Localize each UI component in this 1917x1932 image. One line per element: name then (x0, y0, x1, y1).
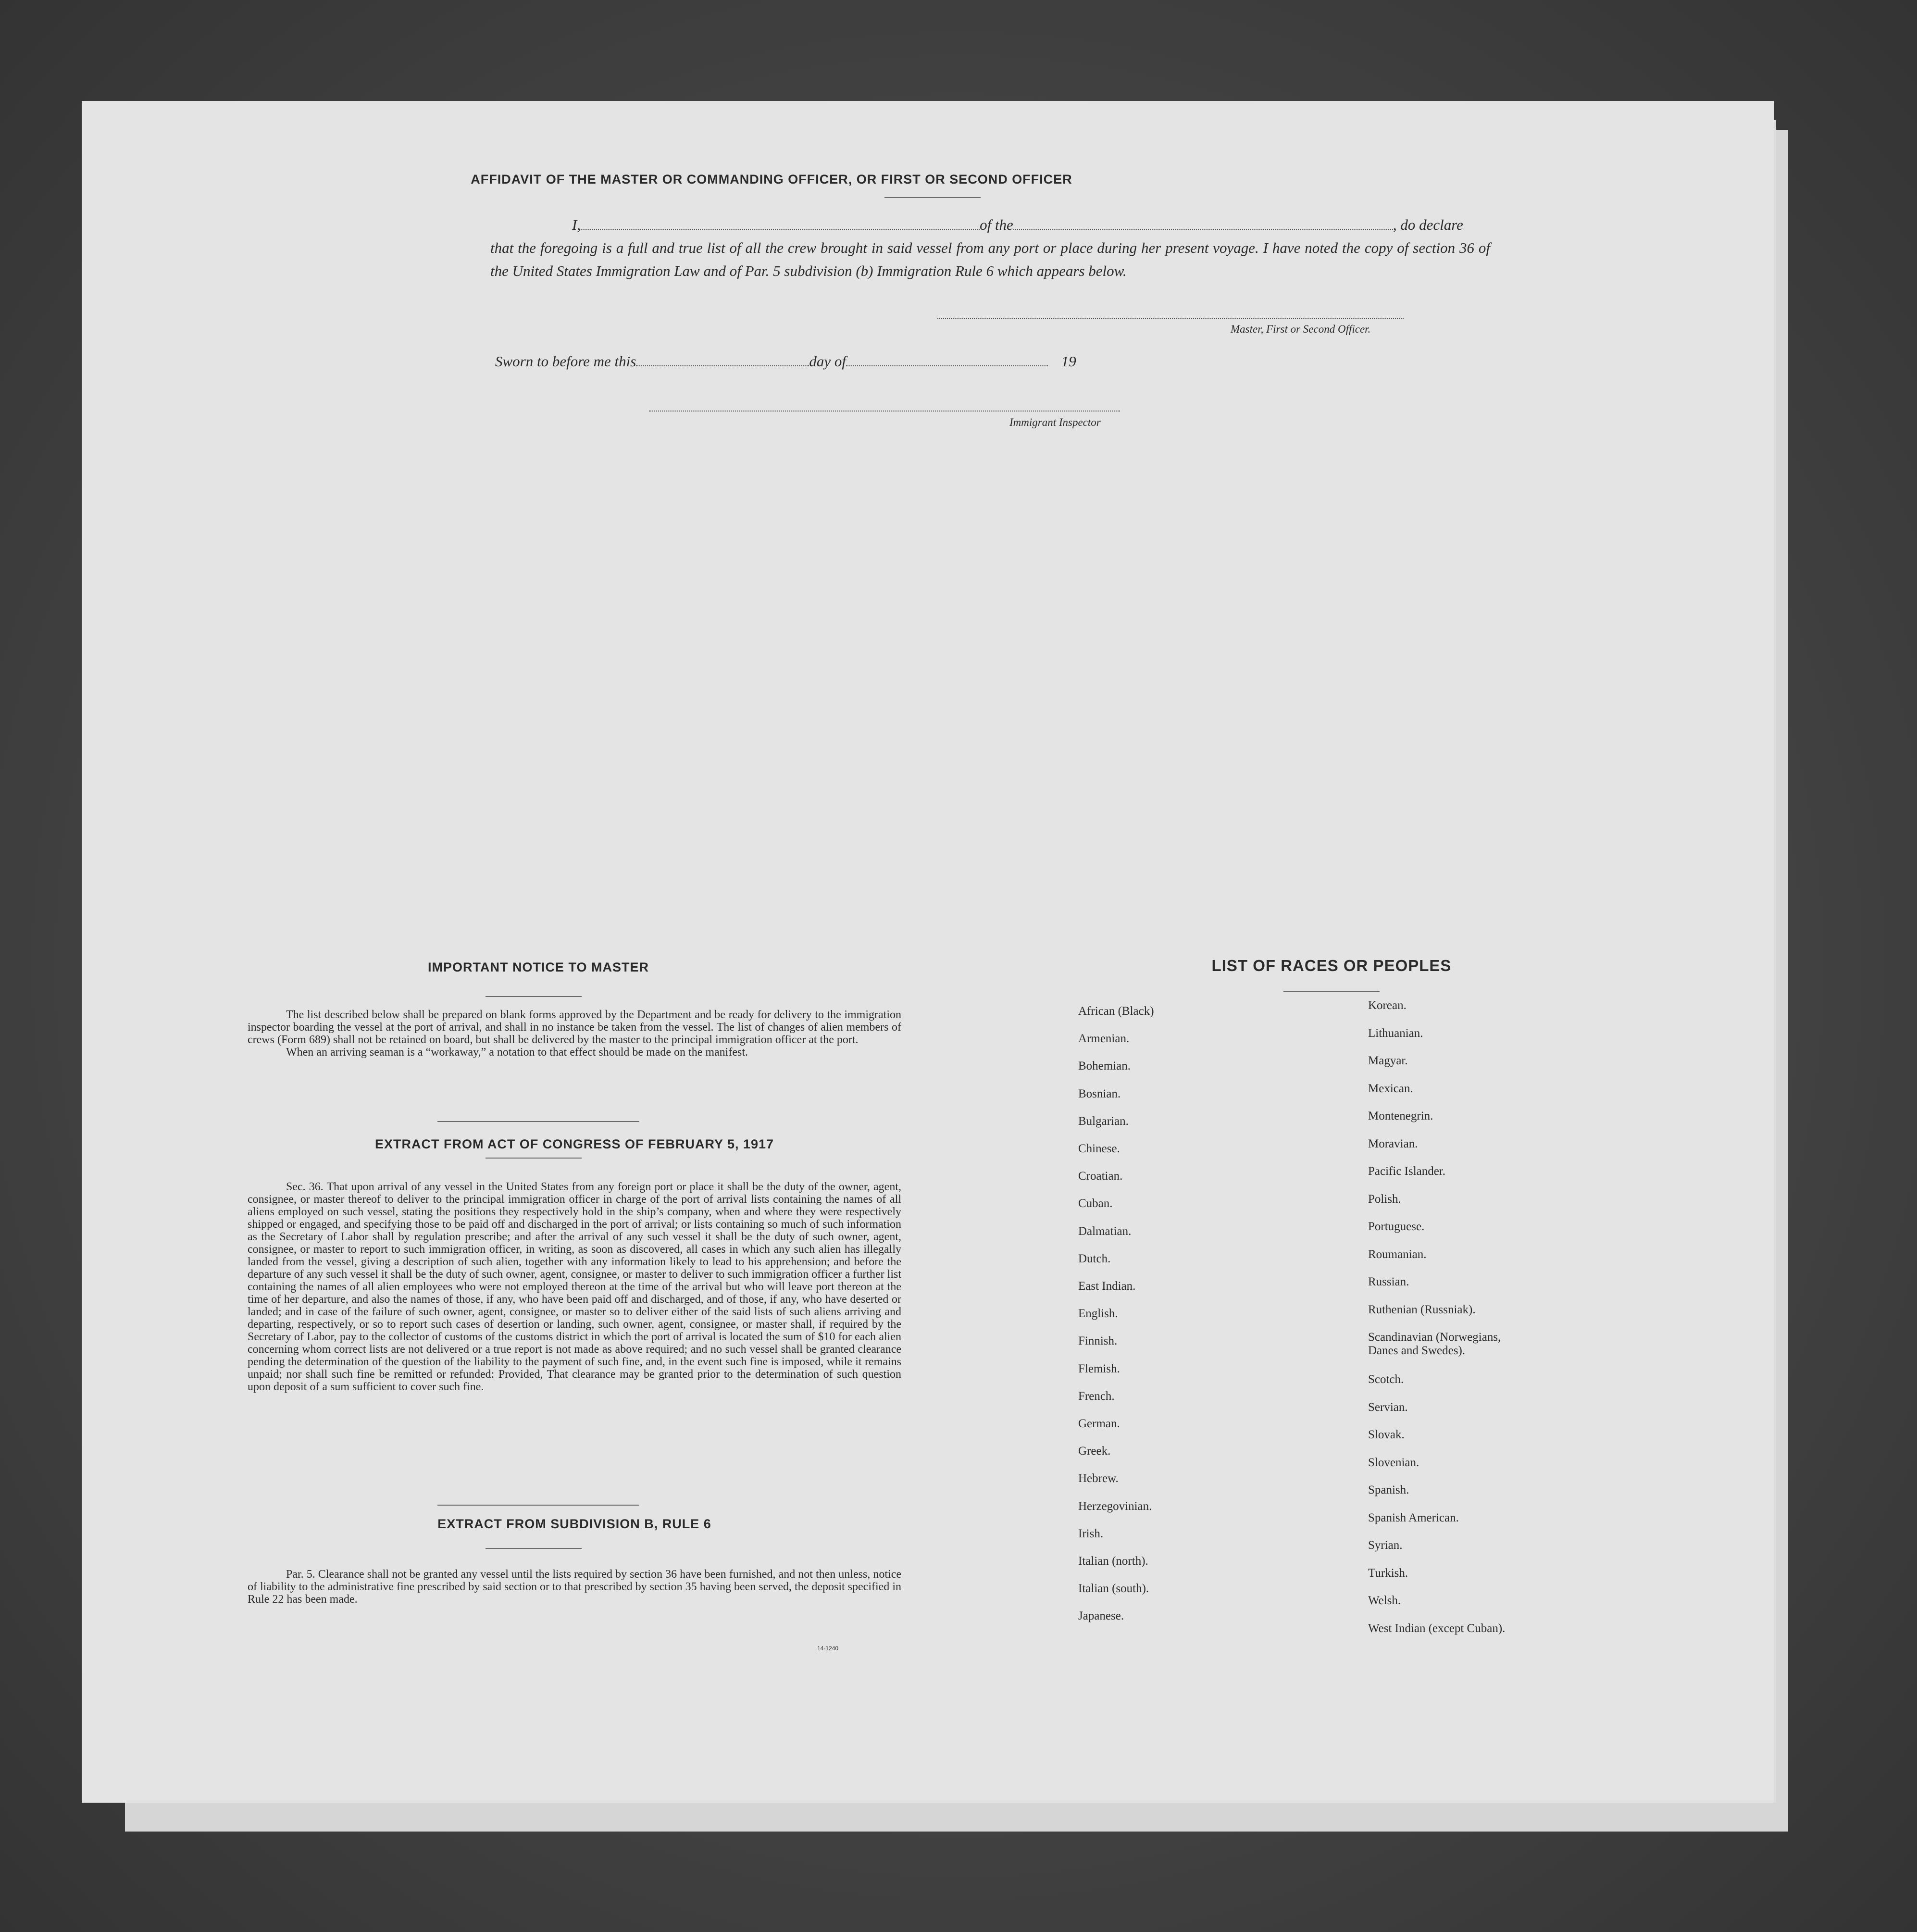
races-title: LIST OF RACES OR PEOPLES (1211, 957, 1452, 974)
form-number: 14-1240 (817, 1645, 839, 1652)
race-item: Portuguese. (1368, 1220, 1425, 1233)
race-item: Armenian. (1078, 1032, 1130, 1046)
race-item: Slovak. (1368, 1428, 1405, 1441)
race-item: Turkish. (1368, 1566, 1408, 1580)
inspector-label: Immigrant Inspector (1009, 416, 1101, 428)
sworn-year: 19 (1061, 353, 1076, 370)
race-item: Magyar. (1368, 1054, 1408, 1067)
race-item: Hebrew. (1078, 1472, 1119, 1485)
race-item: Italian (south). (1078, 1582, 1149, 1595)
master-name-field (581, 216, 980, 230)
race-item: Syrian. (1368, 1539, 1403, 1552)
race-item: Moravian. (1368, 1137, 1418, 1150)
act-rule (485, 1158, 582, 1159)
race-item: Korean. (1368, 999, 1407, 1012)
notice-paragraph: When an arriving seaman is a “workaway,” a notation to that effect should be made on the manifest. (286, 1046, 748, 1059)
race-item: Spanish American. (1368, 1511, 1459, 1524)
race-item: Chinese. (1078, 1142, 1120, 1155)
race-item: Welsh. (1368, 1594, 1401, 1607)
race-item: Scandinavian (Norwegians, Danes and Swedes). (1368, 1331, 1501, 1357)
race-item: Slovenian. (1368, 1456, 1419, 1469)
race-item: Italian (north). (1078, 1555, 1148, 1568)
notice-rule (485, 996, 582, 997)
sworn-month-field (846, 354, 1048, 366)
race-item: Flemish. (1078, 1362, 1120, 1375)
act-extract-title: EXTRACT FROM ACT OF CONGRESS OF FEBRUARY 5, 1917 (374, 1137, 774, 1151)
notice-text (248, 1009, 901, 1059)
race-item: Croatian. (1078, 1170, 1123, 1183)
vessel-name-field (1013, 216, 1393, 230)
rule-extract-title: EXTRACT FROM SUBDIVISION B, RULE 6 (437, 1517, 711, 1531)
title-rule (884, 197, 981, 198)
race-item: Bosnian. (1078, 1087, 1121, 1100)
affidavit-body: that the foregoing is a full and true list of all the crew brought in said vessel from any port or place during her present voyage. I have noted the copy of section 36 of the United States Immigration Law and of Par. 5 subdivision (b) Immigration Rule 6 which appears below. (490, 239, 1490, 279)
section-divider (437, 1505, 639, 1506)
sworn-text: Sworn to before me this (495, 353, 636, 370)
race-item: Dutch. (1078, 1252, 1111, 1265)
affidavit-text (490, 213, 1490, 283)
race-item: East Indian. (1078, 1280, 1136, 1293)
race-item: Ruthenian (Russniak). (1368, 1303, 1476, 1316)
race-item: Herzegovinian. (1078, 1499, 1152, 1513)
race-item: Dalmatian. (1078, 1224, 1132, 1238)
race-item: German. (1078, 1417, 1120, 1430)
notice-paragraph: The list described below shall be prepared on blank forms approved by the Department and be ready for delivery to the immigration inspector boarding the vessel at the port of arrival, and shall in no instance be taken from the vessel. The list of changes of alien members of crews (Form 689) shall not be retained on board, but shall be delivered by the master to the principal immigration officer at the port. (248, 1009, 901, 1046)
race-item: Spanish. (1368, 1483, 1409, 1496)
race-item: African (Black) (1078, 1005, 1154, 1018)
rule-rule (485, 1548, 582, 1549)
form-page (82, 101, 1774, 1803)
race-item: Bulgarian. (1078, 1114, 1129, 1128)
paragraph-5-text: Par. 5. Clearance shall not be granted any vessel until the lists required by section 36 have been furnished, and not then unless, notice of liability to the administrative fine prescribed by said section or to that prescribed by section 35 having been served, the deposit specified in Rule 22 has been made. (248, 1568, 901, 1606)
section-divider (437, 1121, 639, 1122)
race-item: Servian. (1368, 1400, 1408, 1414)
race-item: Japanese. (1078, 1609, 1124, 1623)
race-item: Greek. (1078, 1445, 1111, 1458)
race-item: Irish. (1078, 1527, 1104, 1540)
sworn-day-of: day of (809, 353, 846, 370)
notice-title: IMPORTANT NOTICE TO MASTER (428, 960, 649, 974)
master-signature-line (937, 318, 1404, 319)
affidavit-declare: , do declare (1393, 216, 1463, 233)
race-item: French. (1078, 1389, 1115, 1403)
race-item: West Indian (except Cuban). (1368, 1621, 1506, 1635)
race-item: Lithuanian. (1368, 1026, 1423, 1040)
race-item: Finnish. (1078, 1334, 1118, 1348)
race-item: Bohemian. (1078, 1059, 1131, 1073)
race-item: Montenegrin. (1368, 1109, 1433, 1122)
races-rule (1283, 991, 1380, 992)
race-item: Pacific Islander. (1368, 1165, 1446, 1178)
sworn-line (495, 353, 1076, 370)
race-item: Cuban. (1078, 1197, 1113, 1210)
race-item: Polish. (1368, 1192, 1401, 1206)
master-signature-label: Master, First or Second Officer. (1231, 323, 1371, 335)
race-item: Scotch. (1368, 1373, 1404, 1386)
race-item: Russian. (1368, 1275, 1409, 1288)
affidavit-of-the: of the (980, 216, 1013, 233)
race-item: Roumanian. (1368, 1247, 1427, 1261)
affidavit-i: I, (572, 216, 581, 233)
sworn-day-field (636, 354, 809, 366)
affidavit-title: AFFIDAVIT OF THE MASTER OR COMMANDING OFFICER, OR FIRST OR SECOND OFFICER (471, 172, 1072, 187)
race-item: English. (1078, 1307, 1118, 1321)
section-36-text: Sec. 36. That upon arrival of any vessel in the United States from any foreign port or place it shall be the duty of the owner, agent, consignee, or master thereof to deliver to the principal immigration officer in charge of the port of arrival lists containing the names of all aliens employed on such vessel, stating the positions they respectively hold in the ship’s company, when and where they were respectively shipped or engaged, and specifying those to be paid off and discharged in the port of arrival; or lists containing so much of such information as the Secretary of Labor shall by regulation prescribe; and after the arrival of any such vessel it shall be the duty of such owner, agent, consignee, or master to report to such immigration officer, in writing, as soon as discovered, all cases in which any such alien has illegally landed from the vessel, giving a description of such alien, together with any information likely to lead to his apprehension; and before the departure of any such vessel it shall be the duty of such owner, agent, consignee, or master to deliver to such immigration officer a further list containing the names of all alien employees who were not employed thereon at the time of the arrival but who will leave port thereon at the time of her departure, and also the names of those, if any, who have been paid off and discharged, and of those, if any, who have deserted or landed; and in case of the failure of such owner, agent, consignee, or master so to deliver either of the said lists of such aliens arriving and departing, respectively, or so to report such cases of desertion or landing, such owner, agent, consignee, or master shall, if required by the Secretary of Labor, pay to the collector of customs of the customs district in which the port of arrival is located the sum of $10 for each alien concerning whom correct lists are not delivered or a true report is not made as above required; and no such vessel shall be granted clearance pending the determination of the question of the liability to the payment of such fine, and, in the event such fine is imposed, while it remains unpaid; nor shall such fine be remitted or refunded: Provided, That clearance may be granted prior to the determination of such question upon deposit of a sum sufficient to cover such fine. (248, 1181, 901, 1393)
race-item: Mexican. (1368, 1082, 1413, 1095)
